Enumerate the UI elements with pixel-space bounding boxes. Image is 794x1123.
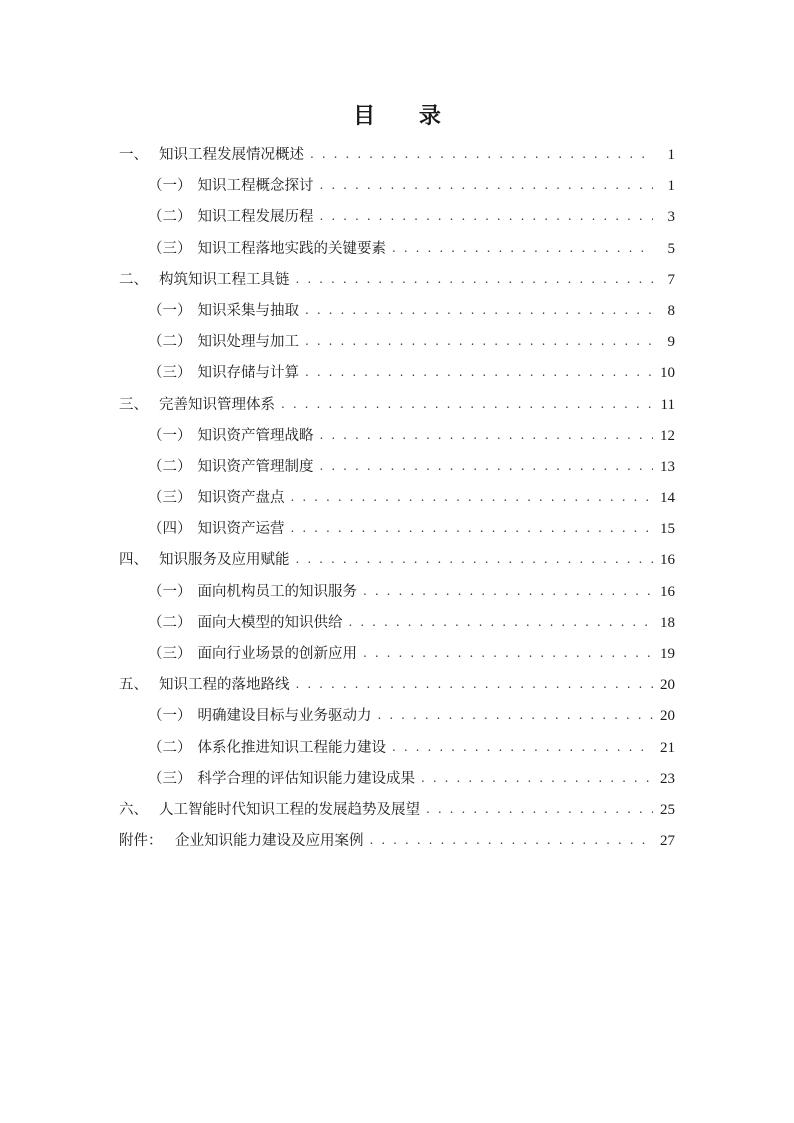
toc-entry-label: 企业知识能力建设及应用案例 — [175, 833, 364, 850]
toc-dot-leader — [349, 607, 654, 638]
toc-entry-page-number: 20 — [660, 708, 675, 725]
toc-entry-page-number: 21 — [660, 739, 675, 756]
toc-entry-label: 知识服务及应用赋能 — [159, 552, 290, 569]
toc-dot-leader — [296, 544, 654, 575]
toc-entry-number: （二） — [148, 209, 192, 226]
toc-entry-page-number: 8 — [667, 302, 675, 319]
toc-entry[interactable] — [119, 514, 675, 545]
toc-dot-leader — [320, 420, 654, 451]
toc-dot-leader — [291, 482, 654, 513]
toc-entry-label: 面向行业场景的创新应用 — [197, 646, 357, 662]
toc-entry-page-number: 5 — [667, 240, 675, 257]
toc-entry-label: 知识工程落地实践的关键要素 — [197, 240, 386, 257]
toc-entry[interactable] — [119, 452, 675, 483]
toc-entry-label: 知识工程发展情况概述 — [159, 147, 304, 163]
toc-dot-leader — [320, 451, 654, 482]
toc-entry[interactable] — [119, 358, 675, 389]
toc-entry-label: 面向机构员工的知识服务 — [197, 583, 357, 600]
toc-entry[interactable] — [119, 795, 675, 826]
toc-dot-leader — [310, 139, 653, 170]
toc-dot-leader — [305, 357, 653, 388]
toc-entry-label: 知识采集与抽取 — [197, 302, 299, 319]
toc-entry-page-number: 15 — [660, 521, 675, 538]
toc-entry-number: 四、 — [119, 552, 148, 569]
toc-entry[interactable] — [119, 639, 675, 670]
toc-entry[interactable] — [119, 327, 675, 358]
toc-entry-label: 知识工程发展历程 — [197, 209, 314, 226]
toc-entry-number: 五、 — [119, 677, 148, 694]
toc-entry-label: 知识资产运营 — [197, 521, 285, 538]
toc-entry-label: 人工智能时代知识工程的发展趋势及展望 — [159, 801, 420, 818]
toc-entry-label: 知识存储与计算 — [197, 365, 299, 382]
toc-entry-number: （一） — [148, 583, 192, 600]
toc-entry-number: （二） — [148, 614, 192, 631]
toc-entry-page-number: 13 — [660, 458, 675, 475]
toc-dot-leader — [320, 170, 654, 201]
toc-entry-page-number: 16 — [660, 583, 675, 600]
toc-dot-leader — [370, 825, 654, 856]
toc-entry-number: （一） — [148, 427, 192, 444]
toc-entry-label: 完善知识管理体系 — [159, 396, 275, 413]
toc-entry-label: 知识处理与加工 — [197, 334, 299, 351]
toc-entry-page-number: 9 — [667, 334, 675, 351]
toc-entry-label: 知识工程的落地路线 — [159, 677, 290, 694]
toc-entry-number: 二、 — [119, 271, 148, 288]
toc-entry-number: （三） — [148, 365, 192, 382]
toc-entry-page-number: 16 — [660, 552, 675, 569]
toc-entry-page-number: 18 — [660, 614, 675, 631]
toc-dot-leader — [363, 638, 653, 669]
toc-title: 目 录 — [353, 103, 459, 129]
toc-entry-page-number: 25 — [660, 801, 675, 818]
toc-entry-number: （二） — [148, 334, 192, 351]
toc-dot-leader — [296, 669, 654, 700]
toc-entry[interactable] — [119, 826, 675, 857]
toc-entry-number: （一） — [148, 302, 192, 319]
toc-entry-number: （一） — [148, 178, 192, 195]
toc-entry-number: 六、 — [119, 801, 148, 818]
toc-dot-leader — [392, 732, 653, 763]
toc-entry-page-number: 23 — [660, 770, 675, 787]
toc-entry[interactable] — [119, 171, 675, 202]
toc-entry-label: 明确建设目标与业务驱动力 — [197, 708, 372, 725]
toc-entry-page-number: 14 — [660, 490, 675, 507]
toc-entry[interactable] — [119, 577, 675, 608]
toc-entry[interactable] — [119, 670, 675, 701]
toc-entry-number: （三） — [148, 646, 192, 662]
toc-entry-label: 知识资产盘点 — [197, 490, 285, 507]
toc-entry-number: （四） — [148, 521, 192, 538]
toc-entry-label: 知识资产管理制度 — [197, 458, 314, 475]
toc-entry[interactable] — [119, 421, 675, 452]
toc-dot-leader — [281, 389, 653, 420]
toc-entry[interactable] — [119, 202, 675, 233]
toc-dot-leader — [296, 264, 654, 295]
toc-entry-number: （三） — [148, 490, 192, 507]
toc-entry-number: （三） — [148, 770, 192, 787]
toc-entry-number: （二） — [148, 739, 192, 756]
toc-entry[interactable] — [119, 234, 675, 265]
toc-entry[interactable] — [119, 608, 675, 639]
toc-entry-page-number: 10 — [660, 365, 675, 382]
toc-entry[interactable] — [119, 764, 675, 795]
toc-entry-label: 体系化推进知识工程能力建设 — [197, 739, 386, 756]
toc-entry-label: 科学合理的评估知识能力建设成果 — [197, 770, 415, 787]
toc-entry-label: 知识工程概念探讨 — [197, 178, 314, 195]
toc-dot-leader — [291, 513, 654, 544]
toc-entry[interactable] — [119, 296, 675, 327]
toc-entry[interactable] — [119, 483, 675, 514]
toc-dot-leader — [426, 794, 653, 825]
toc-dot-leader — [378, 700, 654, 731]
toc-entry[interactable] — [119, 545, 675, 576]
toc-dot-leader — [305, 295, 653, 326]
toc-entry-number: 附件： — [119, 833, 163, 850]
toc-dot-leader — [392, 233, 653, 264]
toc-entry-page-number: 19 — [660, 646, 675, 662]
toc-entry-number: （三） — [148, 240, 192, 257]
toc-entry[interactable] — [119, 390, 675, 421]
toc-entry-number: 三、 — [119, 396, 148, 413]
toc-entry[interactable] — [119, 701, 675, 732]
toc-entry[interactable] — [119, 140, 675, 171]
toc-entry-page-number: 27 — [660, 833, 675, 850]
toc-entry-page-number: 3 — [667, 209, 675, 226]
toc-entry-page-number: 11 — [660, 396, 675, 413]
toc-dot-leader — [363, 576, 653, 607]
toc-entry-page-number: 1 — [667, 178, 675, 195]
toc-entry-number: （一） — [148, 708, 192, 725]
toc-entry-page-number: 7 — [667, 271, 675, 288]
toc-entry-page-number: 20 — [660, 677, 675, 694]
toc-entry-page-number: 12 — [660, 427, 675, 444]
toc-entry-number: 一、 — [119, 147, 148, 163]
toc-dot-leader — [421, 763, 653, 794]
toc-entry[interactable] — [119, 733, 675, 764]
toc-entry-label: 面向大模型的知识供给 — [197, 614, 343, 631]
toc-dot-leader — [305, 326, 653, 357]
toc-entry-page-number: 1 — [667, 147, 675, 163]
toc-entry-label: 构筑知识工程工具链 — [159, 271, 290, 288]
toc-entry-number: （二） — [148, 458, 192, 475]
table-of-contents — [119, 140, 675, 857]
toc-dot-leader — [320, 201, 654, 232]
toc-entry-label: 知识资产管理战略 — [197, 427, 314, 444]
toc-entry[interactable] — [119, 265, 675, 296]
